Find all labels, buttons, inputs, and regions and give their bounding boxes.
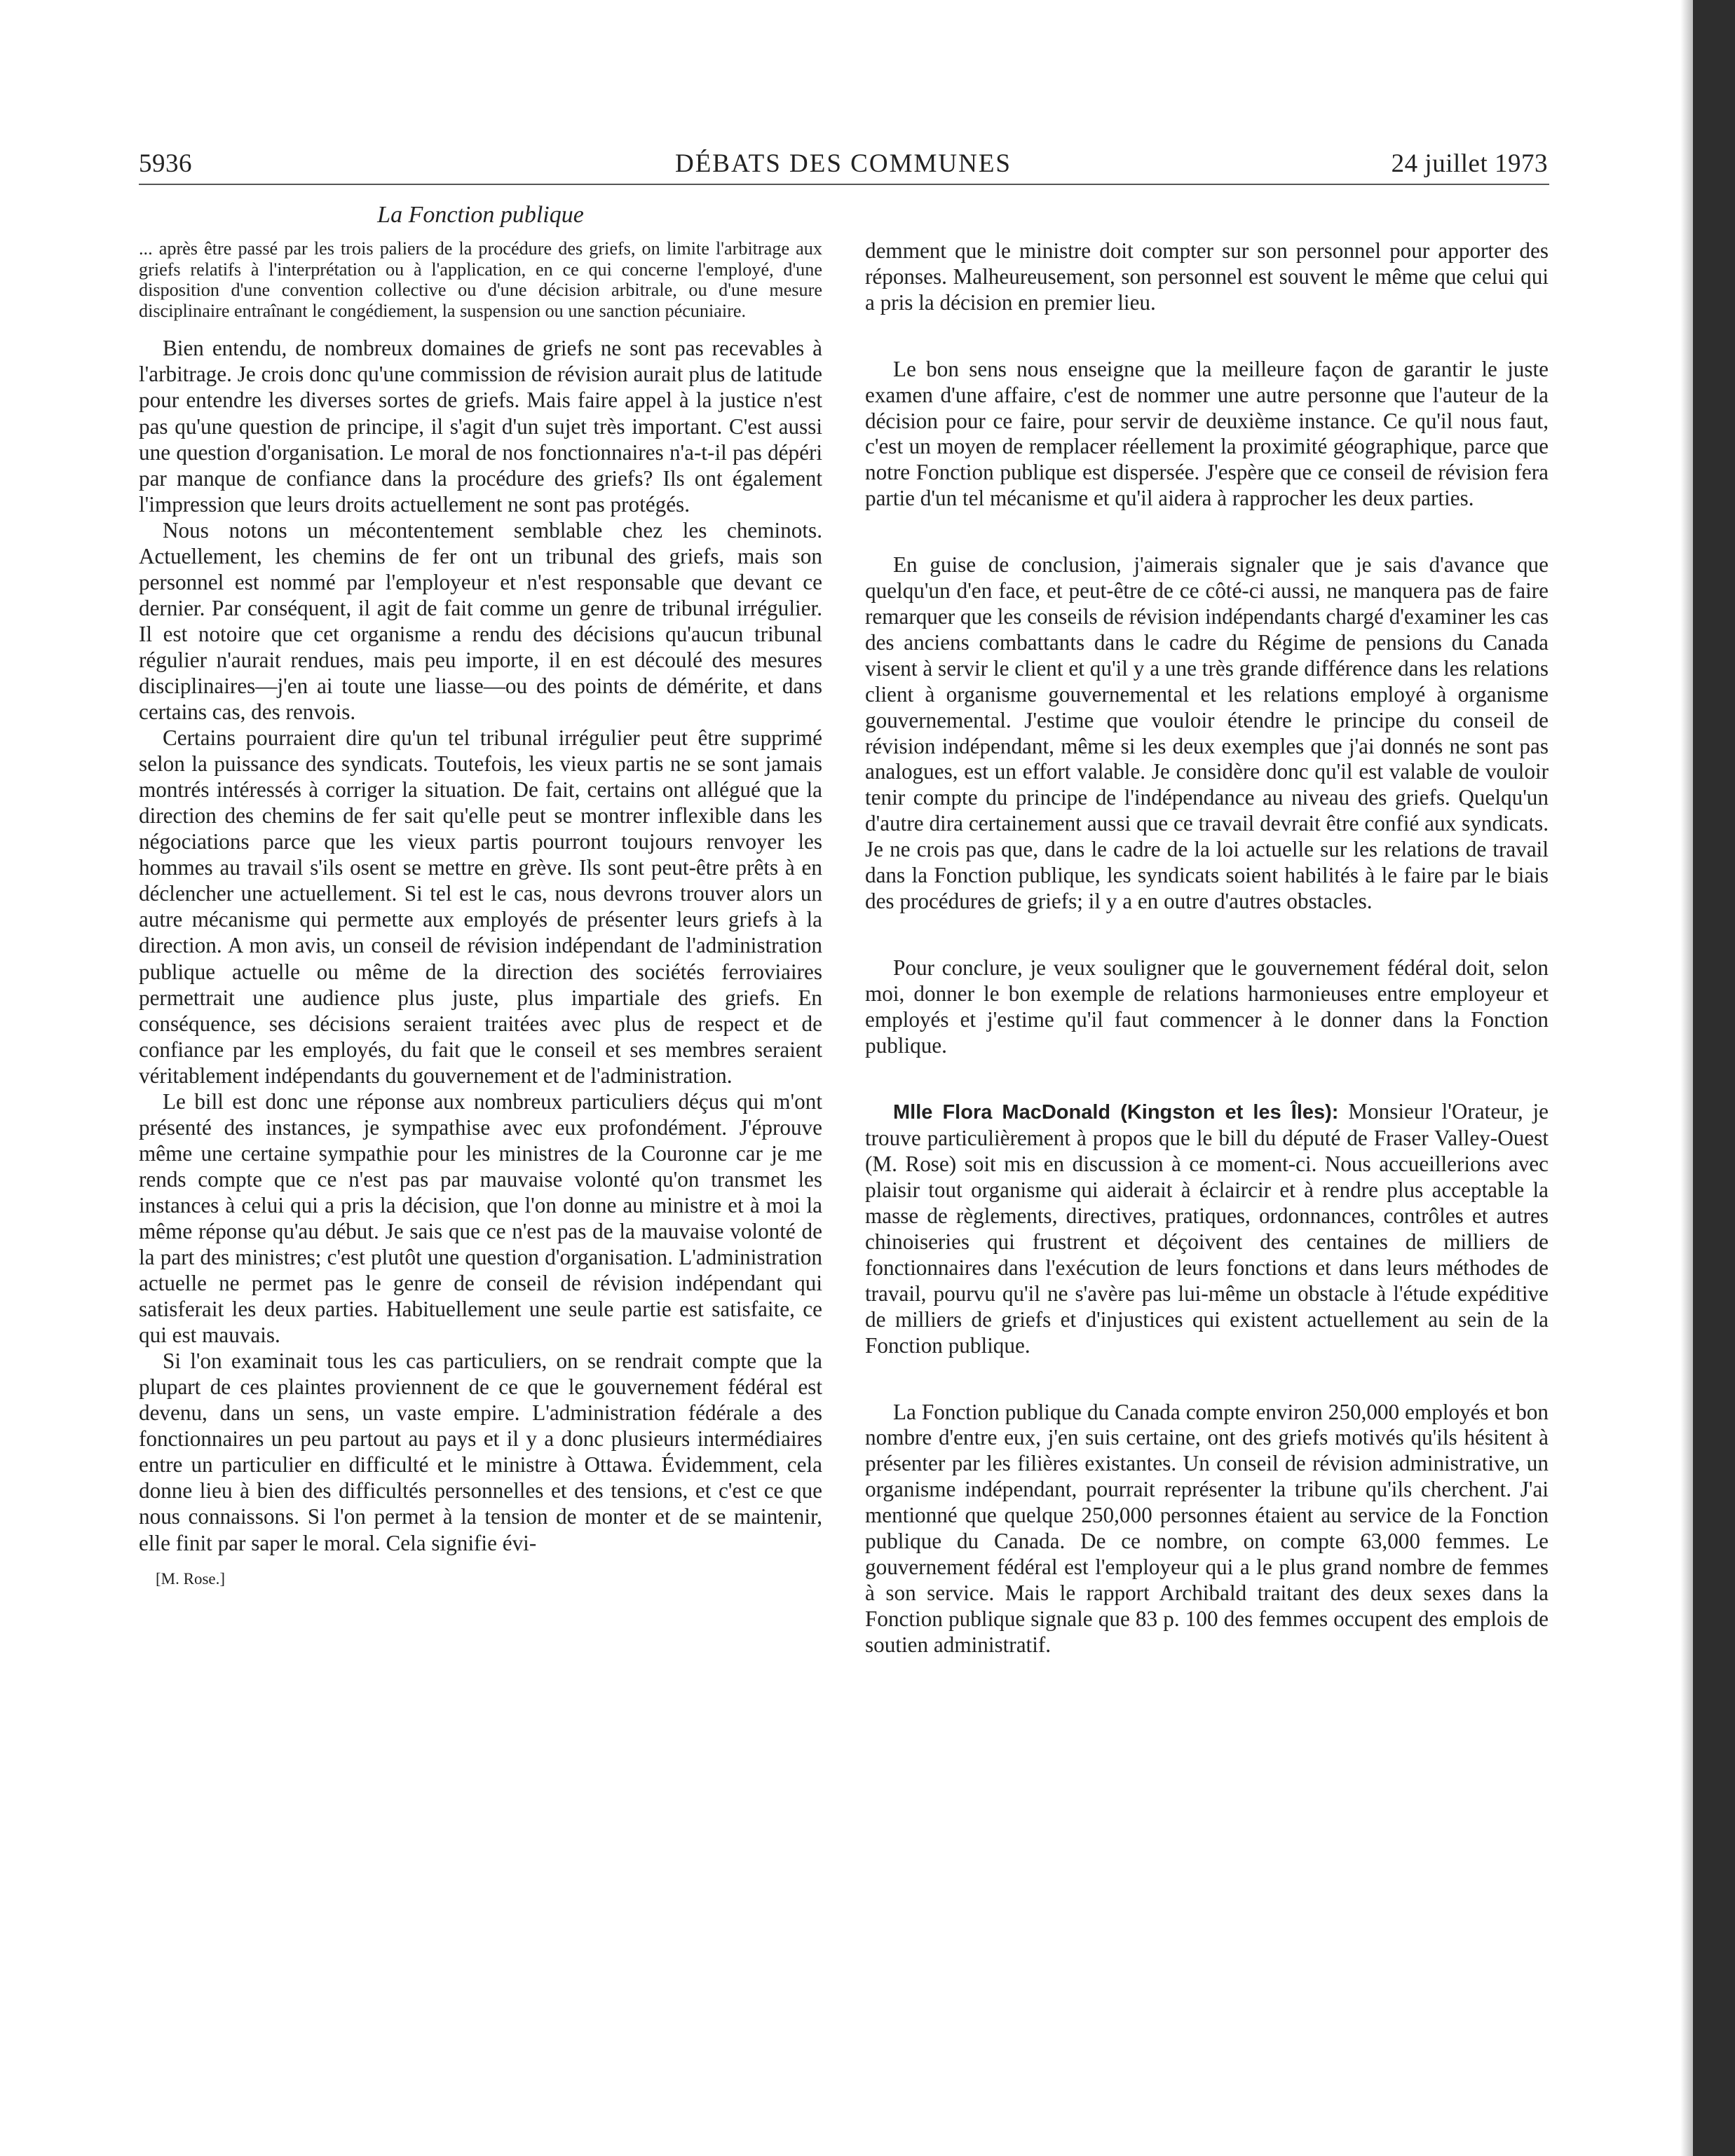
scan-edge-shadow — [1680, 0, 1693, 2156]
quoted-passage: ... après être passé par les trois paliers de la procédure des griefs, on limite l'arbitrage aux griefs relatifs à l'interprétation ou à l'application, en ce qui concerne l'employé, d'une disposition d'une convention collective ou d'une décision arbitrale, ou d'une mesure disciplinaire entraînant le congédiement, la suspension ou une sanction pécuniaire. — [139, 238, 822, 321]
left-column — [139, 202, 822, 1588]
section-title: La Fonction publique — [377, 202, 584, 228]
paragraph: Le bon sens nous enseigne que la meilleure façon de garantir le juste examen d'une affaire, c'est de nommer une autre personne que l'auteur de la décision pour ce faire, pour servir de deuxième instance. Ce qu'il nous faut, c'est un moyen de remplacer réellement la proximité géographique, parce que notre Fonction publique est dispersée. J'espère que ce conseil de révision fera partie d'un tel mécanisme et qu'il aidera à rapprocher les deux parties. — [865, 356, 1549, 511]
speaker-text: Monsieur l'Orateur, je trouve particulièrement à propos que le bill du député de Fraser Valley-Ouest (M. Rose) soit mis en discussion à ce moment-ci. Nous accueillerions avec plaisir tout organisme qui aiderait à éclaircir et à rendre plus acceptable la masse de règlements, directives, pratiques, ordonnances, contrôles et autres chinoiseries qui frustrent et déçoivent des centaines de milliers de fonctionnaires dans l'exécution de leurs fonctions et dans leurs méthodes de travail, pourvu qu'il ne s'avère pas lui-même un obstacle à l'étude expéditive de milliers de griefs et d'injustices qui existent actuellement au sein de la Fonction publique. — [865, 1099, 1549, 1358]
paragraph: Si l'on examinait tous les cas particuliers, on se rendrait compte que la plupart de ces plaintes proviennent de ce que le gouvernement fédéral est devenu, dans un sens, un vaste empire. L'administration fédérale a des fonctionnaires un peu partout au pays et il y a donc plusieurs intermédiaires entre un particulier en difficulté et le ministre à Ottawa. Évidemment, cela donne lieu à bien des difficultés personnelles et des tensions, et c'est ce que nous connaissons. Si l'on permet à la tension de monter et de se maintenir, elle finit par saper le moral. Cela signifie évi- — [139, 1349, 822, 1555]
right-column — [865, 238, 1549, 1658]
speaker-paragraph — [865, 1099, 1549, 1358]
page-number: 5936 — [139, 149, 192, 178]
paragraph: Nous notons un mécontentement semblable chez les cheminots. Actuellement, les chemins de fer ont un tribunal des griefs, mais son personnel est nommé par l'employeur et n'est responsable que devant ce dernier. Par conséquent, il agit de fait comme un genre de tribunal irrégulier. Il est notoire que cet organisme a rendu des décisions qu'aucun tribunal régulier n'aurait rendues, mais peu importe, il en est découlé des mesures disciplinaires—j'en ai toute une liasse—ou des points de démérite, et dans certains cas, des renvois. — [139, 517, 822, 725]
header-rule — [139, 184, 1549, 185]
paragraph: demment que le ministre doit compter sur son personnel pour apporter des réponses. Malheureusement, son personnel est souvent le même que celui qui a pris la décision en premier lieu. — [865, 238, 1549, 315]
paragraph: Certains pourraient dire qu'un tel tribunal irrégulier peut être supprimé selon la puissance des syndicats. Toutefois, les vieux partis ne se sont jamais montrés intéressés à corriger la situation. De fait, certains ont allégué que la direction des chemins de fer sait qu'elle peut se montrer inflexible dans les négociations parce que les vieux partis pourront toujours renvoyer les hommes au travail s'ils osent se mettre en grève. Ils sont peut-être prêts à en déclencher une actuellement. Si tel est le cas, nous devrons trouver alors un autre mécanisme qui permette aux employés de présenter leurs griefs à la direction. A mon avis, un conseil de révision indépendant de l'administration publique actuelle ou même de la direction des sociétés ferroviaires permettrait une audience plus juste, plus impartiale des griefs. En conséquence, ses décisions seraient traitées avec plus de respect et de confiance par les employés, du fait que le conseil et ses membres seraient véritablement indépendants du gouvernement et de l'administration. — [139, 725, 822, 1088]
paragraph: La Fonction publique du Canada compte environ 250,000 employés et bon nombre d'entre eux, j'en suis certaine, ont des griefs motivés qu'ils hésitent à présenter par les filières existantes. Un conseil de révision administrative, un organisme indépendant, pourrait représenter la tribune qu'ils cherchent. J'ai mentionné que quelque 250,000 personnes étaient au service de la Fonction publique du Canada. De ce nombre, on compte 63,000 femmes. Le gouvernement fédéral est l'employeur qui a le plus grand nombre de femmes à son service. Mais le rapport Archibald traitant des deux sexes dans la Fonction publique signale que 83 p. 100 des femmes occupent des emplois de soutien administratif. — [865, 1399, 1549, 1657]
paragraph: En guise de conclusion, j'aimerais signaler que je sais d'avance que quelqu'un d'en face, et peut-être de ce côté-ci aussi, ne manquera pas de faire remarquer que les conseils de révision indépendants chargé d'examiner les cas des anciens combattants dans le cadre du Régime de pensions du Canada visent à servir le client et qu'il y a une très grande différence dans les relations client à organisme gouvernemental et les relations employé à organisme gouvernemental. J'estime que vouloir étendre le principe du conseil de révision indépendant, même si les deux exemples que j'ai donnés ne sont pas analogues, est un effort valable. Je considère donc qu'il est valable de vouloir tenir compte du principe de l'indépendance au niveau des griefs. Quelqu'un d'autre dira certainement aussi que ce travail devrait être confié aux syndicats. Je ne crois pas que, dans le cadre de la loi actuelle sur les relations de travail dans la Fonction publique, les syndicats soient habilités à le faire par le biais des procédures de griefs; il y a en outre d'autres obstacles. — [865, 552, 1549, 913]
issue-date: 24 juillet 1973 — [1391, 149, 1548, 178]
speaker-name: Mlle Flora MacDonald (Kingston et les Îles): — [893, 1101, 1339, 1124]
running-head — [139, 149, 1548, 182]
journal-title: DÉBATS DES COMMUNES — [674, 149, 1012, 178]
speaker-attribution: [M. Rose.] — [156, 1569, 226, 1588]
scan-edge — [1693, 0, 1735, 2156]
paragraph: Bien entendu, de nombreux domaines de griefs ne sont pas recevables à l'arbitrage. Je crois donc qu'une commission de révision aurait plus de latitude pour entendre les diverses sortes de griefs. Mais faire appel à la justice n'est pas qu'une question de principe, il s'agit d'un sujet très important. C'est aussi une question d'organisation. Le moral de nos fonctionnaires n'a-t-il pas dépéri par manque de confiance dans la procédure des griefs? Ils ont également l'impression que leurs droits actuellement ne sont pas protégés. — [139, 336, 822, 517]
paragraph: Le bill est donc une réponse aux nombreux particuliers déçus qui m'ont présenté des instances, je sympathise avec eux profondément. J'éprouve même une certaine sympathie pour les ministres de la Couronne car je me rends compte que ce n'est pas par mauvaise volonté qu'on transmet les instances à celui qui a pris la décision, que l'on donne au ministre et à moi la même réponse qu'au début. Je sais que ce n'est pas de la mauvaise volonté de la part des ministres; c'est plutôt une question d'organisation. L'administration actuelle ne permet pas le genre de conseil de révision indépendant qui satisferait les deux parties. Habituellement une seule partie est satisfaite, ce qui est mauvais. — [139, 1089, 822, 1348]
paragraph: Pour conclure, je veux souligner que le gouvernement fédéral doit, selon moi, donner le bon exemple de relations harmonieuses entre employeur et employés et j'estime qu'il faut commencer à le donner dans la Fonction publique. — [865, 955, 1549, 1058]
